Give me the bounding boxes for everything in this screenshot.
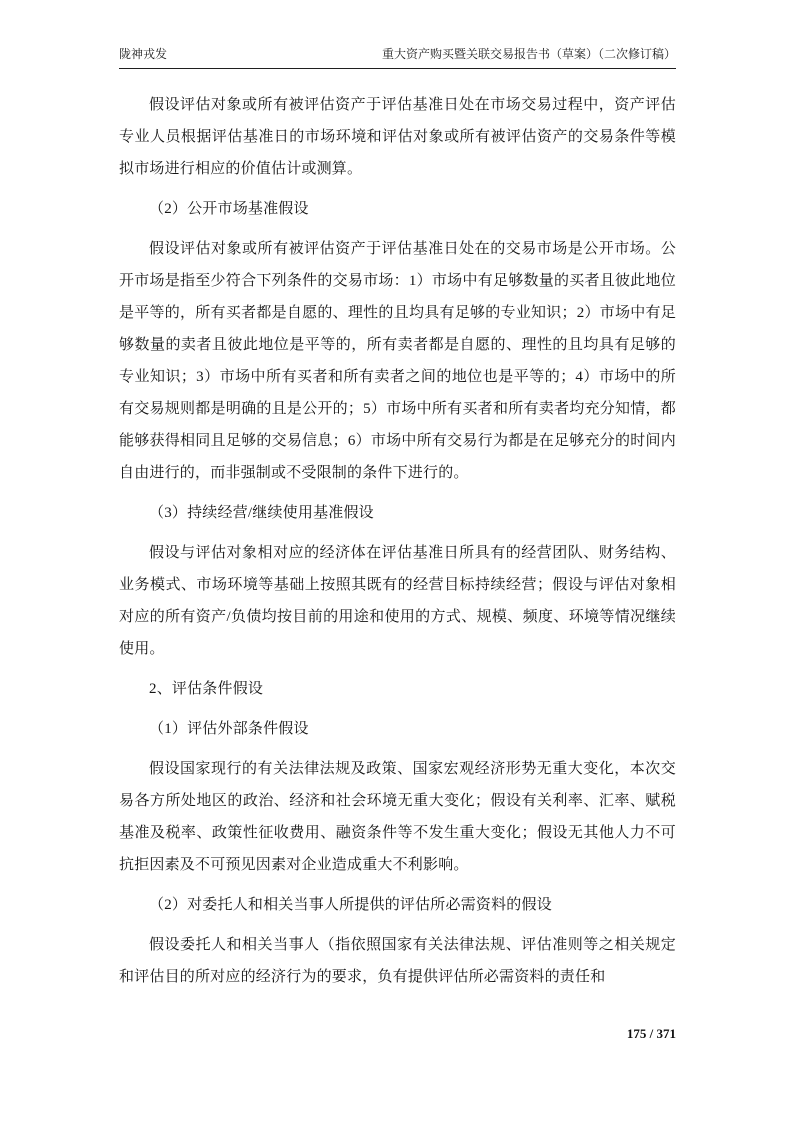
header-company-name: 陇神戎发 (119, 47, 168, 61)
heading-valuation-condition-assumptions: 2、评估条件假设 (149, 681, 264, 697)
page-header (119, 46, 676, 69)
paragraph-market-simulation: 假设评估对象或所有被评估资产于评估基准日处在市场交易过程中，资产评估专业人员根据评估基准日的市场环境和评估对象或所有被评估资产的交易条件等模拟市场进行相应的价值估计或测算。 (119, 97, 676, 177)
document-body (119, 89, 676, 1001)
heading-going-concern-assumption: （3）持续经营/继续使用基准假设 (149, 505, 374, 521)
heading-client-materials-assumption: （2）对委托人和相关当事人所提供的评估所必需资料的假设 (149, 897, 552, 913)
heading-external-condition-assumption: （1）评估外部条件假设 (149, 721, 309, 737)
paragraph-going-concern-detail: 假设与评估对象相对应的经济体在评估基准日所具有的经营团队、财务结构、业务模式、市场环境等基础上按照其既有的经营目标持续经营；假设与评估对象相对应的所有资产/负债均按目前的用途和使用的方式、规模、频度、环境等情况继续使用。 (119, 545, 676, 657)
paragraph-external-condition-detail: 假设国家现行的有关法律法规及政策、国家宏观经济形势无重大变化，本次交易各方所处地区的政治、经济和社会环境无重大变化；假设有关利率、汇率、赋税基准及税率、政策性征收费用、融资条件等不发生重大变化；假设无其他人力不可抗拒因素及不可预见因素对企业造成重大不利影响。 (119, 761, 676, 873)
page-number: 175 / 371 (626, 1026, 676, 1041)
header-document-title: 重大资产购买暨关联交易报告书（草案）（二次修订稿） (381, 47, 676, 61)
heading-open-market-assumption: （2）公开市场基准假设 (149, 201, 309, 217)
paragraph-client-materials-detail: 假设委托人和相关当事人（指依照国家有关法律法规、评估准则等之相关规定和评估目的所对应的经济行为的要求，负有提供评估所必需资料的责任和 (119, 937, 676, 985)
paragraph-open-market-conditions: 假设评估对象或所有被评估资产于评估基准日处在的交易市场是公开市场。公开市场是指至少符合下列条件的交易市场：1）市场中有足够数量的买者且彼此地位是平等的，所有买者都是自愿的、理性的且均具有足够的专业知识；2）市场中有足够数量的卖者且彼此地位是平等的，所有卖者都是自愿的、理性的且均具有足够的专业知识；3）市场中所有买者和所有卖者之间的地位也是平等的；4）市场中的所有交易规则都是明确的且是公开的；5）市场中所有买者和所有卖者均充分知情，都能够获得相同且足够的交易信息；6）市场中所有交易行为都是在足够充分的时间内自由进行的，而非强制或不受限制的条件下进行的。 (119, 241, 676, 481)
page-footer (119, 1024, 676, 1044)
